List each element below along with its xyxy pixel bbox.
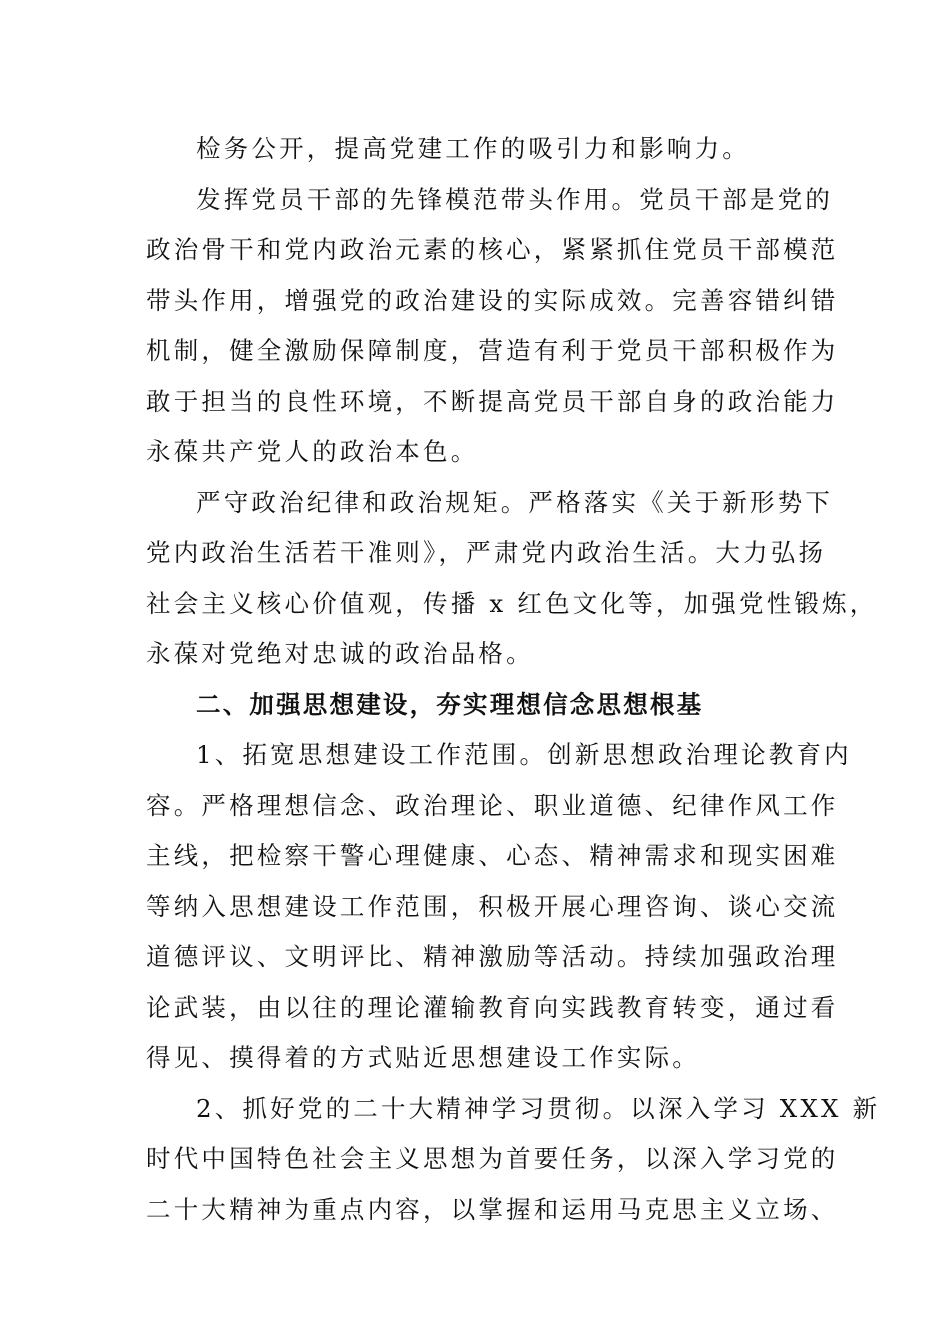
text-line: 容。严格理想信念、政治理论、职业道德、纪律作风工作 bbox=[146, 790, 839, 820]
paragraph-start: 发挥党员干部的先锋模范带头作用。党员干部是党的 bbox=[196, 184, 834, 214]
text-line: 时代中国特色社会主义思想为首要任务，以深入学习党的 bbox=[146, 1144, 839, 1173]
text-line: 社会主义核心价值观，传播 x 红色文化等，加强党性锻炼， bbox=[146, 588, 878, 618]
text-line: 机制，健全激励保障制度，营造有利于党员干部积极作为 bbox=[146, 336, 839, 365]
text-line: 党内政治生活若干准则》，严肃党内政治生活。大力弘扬 bbox=[146, 538, 827, 567]
section-heading: 二、加强思想建设，夯实理想信念思想根基 bbox=[196, 689, 704, 719]
text-line: 道德评议、文明评比、精神激励等活动。持续加强政治理 bbox=[146, 942, 839, 971]
text-line: 政治骨干和党内政治元素的核心，紧紧抓住党员干部模范 bbox=[146, 235, 839, 264]
paragraph-start: 1、拓宽思想建设工作范围。创新思想政治理论教育内 bbox=[196, 740, 852, 769]
document-page bbox=[146, 124, 881, 1235]
text-line: 二十大精神为重点内容，以掌握和运用马克思主义立场、 bbox=[146, 1194, 839, 1224]
text-line: 永葆共产党人的政治本色。 bbox=[146, 437, 479, 466]
text-line: 得见、摸得着的方式贴近思想建设工作实际。 bbox=[146, 1043, 700, 1072]
text-line: 论武装，由以往的理论灌输教育向实践教育转变，通过看 bbox=[146, 992, 839, 1022]
text-line: 敢于担当的良性环境，不断提高党员干部自身的政治能力 bbox=[146, 386, 839, 416]
paragraph-start: 严守政治纪律和政治规矩。严格落实《关于新形势下 bbox=[196, 487, 834, 517]
text-line: 等纳入思想建设工作范围，积极开展心理咨询、谈心交流 bbox=[146, 891, 839, 921]
text-line: 带头作用，增强党的政治建设的实际成效。完善容错纠错 bbox=[146, 285, 839, 315]
text-line: 主线，把检察干警心理健康、心态、精神需求和现实困难 bbox=[146, 841, 839, 870]
text-line: 检务公开，提高党建工作的吸引力和影响力。 bbox=[196, 134, 750, 163]
text-line: 永葆对党绝对忠诚的政治品格。 bbox=[146, 639, 534, 668]
paragraph-start: 2、抓好党的二十大精神学习贯彻。以深入学习 XXX 新 bbox=[196, 1093, 881, 1123]
